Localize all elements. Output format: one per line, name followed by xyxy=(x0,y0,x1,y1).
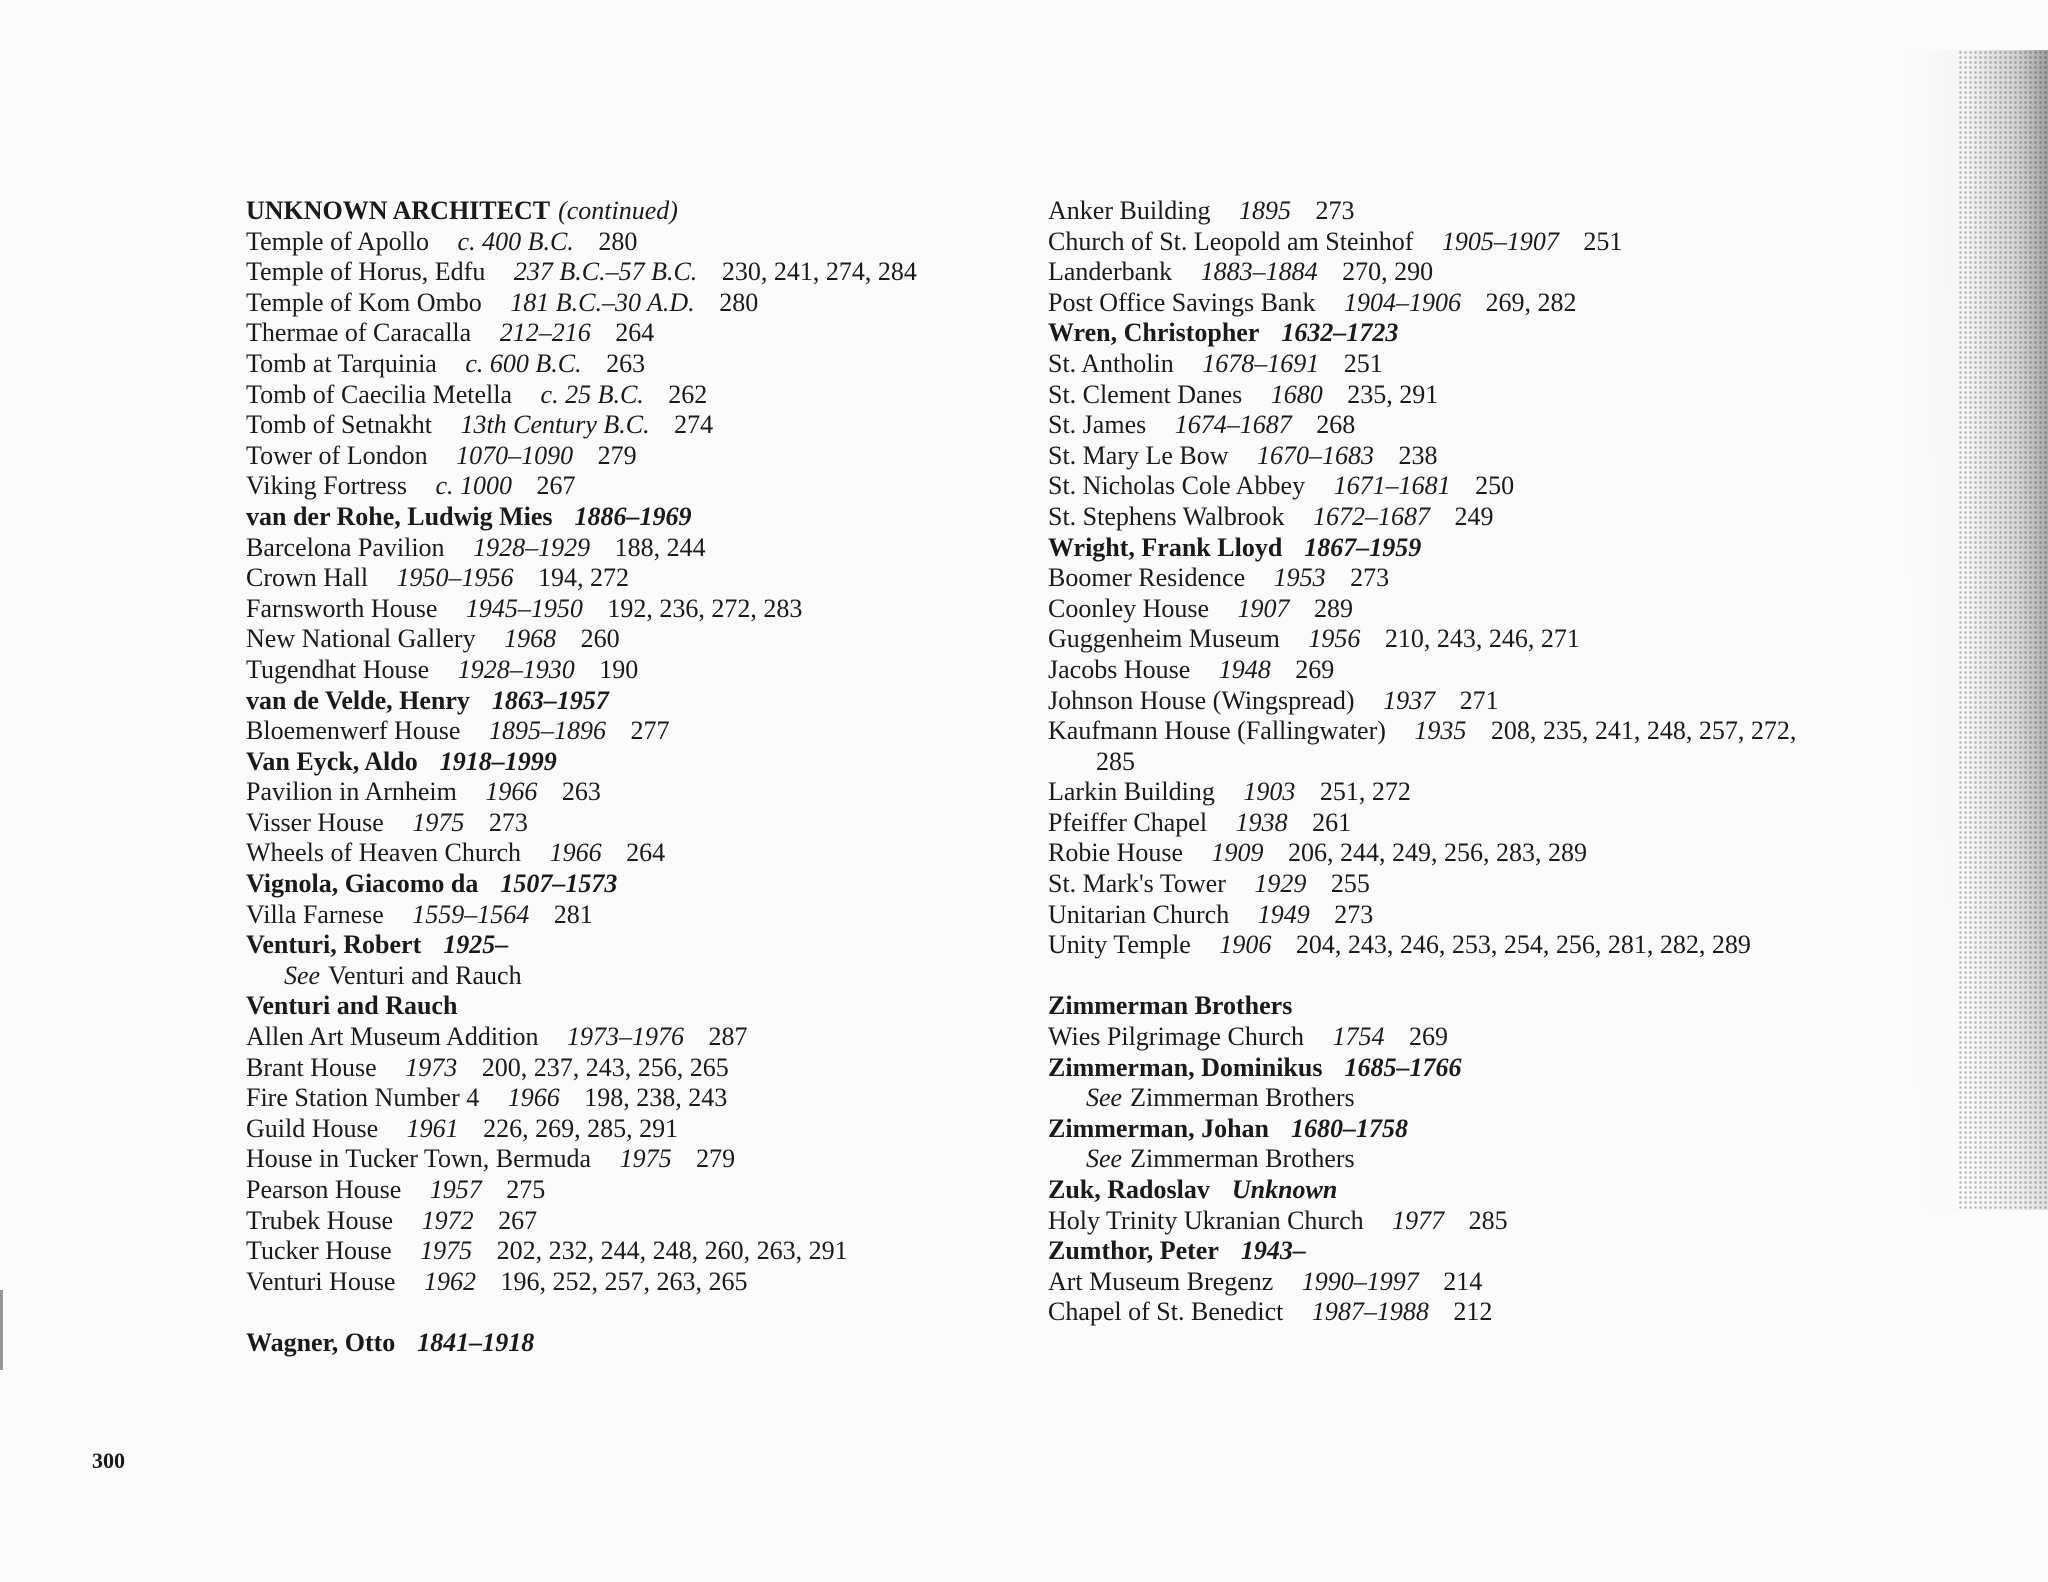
building-entry xyxy=(1048,257,1808,288)
building-name: St. Antholin xyxy=(1048,348,1174,378)
building-name: Barcelona Pavilion xyxy=(246,532,445,562)
building-entry xyxy=(1048,808,1808,839)
page-references: 200, 237, 243, 256, 265 xyxy=(481,1052,729,1082)
architect-dates: Unknown xyxy=(1231,1175,1338,1204)
page-references: 208, 235, 241, 248, 257, 272, 285 xyxy=(1096,716,1797,776)
page-references: 273 xyxy=(1315,196,1355,225)
building-date: 1987–1988 xyxy=(1311,1297,1429,1327)
see-reference xyxy=(1048,1144,1808,1175)
building-entry xyxy=(246,533,1006,564)
scan-noise-edge xyxy=(1958,50,2048,1210)
page-references: 267 xyxy=(498,1205,538,1235)
building-name: Visser House xyxy=(246,807,384,837)
architect-dates: 1925– xyxy=(443,930,509,960)
building-name: Guild House xyxy=(246,1113,379,1143)
page-references: 263 xyxy=(606,348,646,378)
architect-heading xyxy=(246,1328,1006,1359)
building-date: c. 400 B.C. xyxy=(457,226,574,256)
architect-name: Wright, Frank Lloyd xyxy=(1048,532,1283,562)
building-date: 1950–1956 xyxy=(396,563,514,593)
building-name: St. Mary Le Bow xyxy=(1048,440,1229,470)
building-date: 1670–1683 xyxy=(1257,440,1375,470)
page-references: 264 xyxy=(626,838,666,868)
page-references: 268 xyxy=(1316,410,1356,440)
page-references: 204, 243, 246, 253, 254, 256, 281, 282, 289 xyxy=(1295,930,1751,960)
building-entry xyxy=(246,1175,1006,1206)
architect-heading xyxy=(1048,533,1808,564)
building-entry xyxy=(246,318,1006,349)
building-name: Larkin Building xyxy=(1048,777,1215,807)
architect-heading xyxy=(1048,1236,1808,1267)
building-entry xyxy=(246,441,1006,472)
building-entry xyxy=(1048,349,1808,380)
building-name: Temple of Kom Ombo xyxy=(246,287,482,317)
building-entry xyxy=(246,777,1006,808)
building-name: Coonley House xyxy=(1048,593,1210,623)
building-entry xyxy=(246,1144,1006,1175)
building-date: c. 1000 xyxy=(435,471,512,501)
building-entry xyxy=(1048,410,1808,441)
building-name: Guggenheim Museum xyxy=(1048,624,1280,654)
architect-name: Zimmerman Brothers xyxy=(1048,991,1293,1021)
building-entry xyxy=(1048,900,1808,931)
building-date: 1935 xyxy=(1414,716,1467,746)
building-name: Fire Station Number 4 xyxy=(246,1083,480,1113)
building-entry xyxy=(1048,196,1808,227)
building-entry xyxy=(1048,227,1808,258)
section-spacer xyxy=(246,1297,1006,1328)
building-entry xyxy=(246,1114,1006,1145)
building-name: Bloemenwerf House xyxy=(246,716,461,746)
building-date: 1672–1687 xyxy=(1312,501,1430,531)
page-references: 271 xyxy=(1459,685,1499,715)
building-date: 1907 xyxy=(1237,593,1290,623)
architect-name: Wagner, Otto xyxy=(246,1327,396,1357)
architect-dates: 1863–1957 xyxy=(491,685,609,715)
architect-name: Zimmerman, Dominikus xyxy=(1048,1052,1323,1082)
page-references: 249 xyxy=(1454,501,1494,531)
see-reference xyxy=(246,961,1006,992)
see-target: Zimmerman Brothers xyxy=(1130,1144,1355,1174)
building-name: St. Nicholas Cole Abbey xyxy=(1048,471,1306,501)
building-name: St. Clement Danes xyxy=(1048,379,1243,409)
architect-name: Venturi and Rauch xyxy=(246,991,458,1021)
building-name: Tomb at Tarquinia xyxy=(246,348,437,378)
page-references: 210, 243, 246, 271 xyxy=(1384,624,1580,654)
architect-name: Zuk, Radoslav xyxy=(1048,1175,1210,1204)
page-references: 212 xyxy=(1453,1297,1493,1327)
building-date: 1928–1930 xyxy=(457,654,575,684)
building-date: 1953 xyxy=(1273,563,1326,593)
see-reference xyxy=(1048,1083,1808,1114)
see-label: See xyxy=(1086,1144,1123,1174)
building-date: 1956 xyxy=(1308,624,1361,654)
architect-name: van der Rohe, Ludwig Mies xyxy=(246,501,553,531)
building-name: Tomb of Setnakht xyxy=(246,410,432,440)
building-name: Pearson House xyxy=(246,1175,402,1204)
building-name: New National Gallery xyxy=(246,624,476,654)
page-references: 273 xyxy=(488,807,528,837)
building-date: 1070–1090 xyxy=(456,440,574,470)
architect-dates: 1507–1573 xyxy=(500,869,618,899)
building-name: Temple of Horus, Edfu xyxy=(246,257,486,287)
building-entry xyxy=(1048,1267,1808,1298)
page-references: 269 xyxy=(1295,654,1335,684)
see-target: Venturi and Rauch xyxy=(328,960,522,990)
architect-name: Wren, Christopher xyxy=(1048,318,1260,348)
page-references: 281 xyxy=(553,899,593,929)
building-date: 1975 xyxy=(412,807,465,837)
building-name: Anker Building xyxy=(1048,196,1211,225)
page-references: 263 xyxy=(561,777,601,807)
architect-heading xyxy=(246,686,1006,717)
building-date: 1905–1907 xyxy=(1441,226,1559,256)
building-entry xyxy=(1048,380,1808,411)
building-date: 1966 xyxy=(507,1083,560,1113)
building-date: 1961 xyxy=(406,1113,459,1143)
building-name: Wies Pilgrimage Church xyxy=(1048,1022,1305,1052)
building-entry xyxy=(1048,288,1808,319)
page-references: 255 xyxy=(1330,869,1370,899)
page-references: 226, 269, 285, 291 xyxy=(483,1113,679,1143)
page-references: 277 xyxy=(630,716,670,746)
architect-name: UNKNOWN ARCHITECT xyxy=(246,196,551,225)
section-spacer xyxy=(1048,961,1808,992)
architect-name: Zimmerman, Johan xyxy=(1048,1113,1269,1143)
page-references: 264 xyxy=(615,318,655,348)
building-date: 237 B.C.–57 B.C. xyxy=(513,257,698,287)
see-target: Zimmerman Brothers xyxy=(1130,1083,1355,1113)
building-entry xyxy=(246,563,1006,594)
building-name: Allen Art Museum Addition xyxy=(246,1022,539,1052)
building-entry xyxy=(1048,777,1808,808)
architect-heading xyxy=(246,930,1006,961)
architect-dates: 1841–1918 xyxy=(417,1327,535,1357)
building-name: Johnson House (Wingspread) xyxy=(1048,685,1355,715)
building-entry xyxy=(1048,869,1808,900)
page-references: 194, 272 xyxy=(538,563,630,593)
building-date: 1903 xyxy=(1243,777,1296,807)
building-date: 1904–1906 xyxy=(1343,287,1461,317)
page-references: 198, 238, 243 xyxy=(584,1083,728,1113)
architect-dates: 1943– xyxy=(1240,1236,1306,1266)
building-date: 1968 xyxy=(504,624,557,654)
building-name: Tower of London xyxy=(246,440,428,470)
building-date: 1966 xyxy=(549,838,602,868)
page-references: 202, 232, 244, 248, 260, 263, 291 xyxy=(496,1236,848,1266)
building-date: 1972 xyxy=(421,1205,474,1235)
building-entry xyxy=(1048,471,1808,502)
building-date: 1928–1929 xyxy=(473,532,591,562)
page-references: 206, 244, 249, 256, 283, 289 xyxy=(1288,838,1588,868)
building-entry xyxy=(1048,1022,1808,1053)
building-entry xyxy=(246,808,1006,839)
building-entry xyxy=(246,1236,1006,1267)
building-date: 181 B.C.–30 A.D. xyxy=(510,287,695,317)
architect-name: Zumthor, Peter xyxy=(1048,1236,1219,1266)
building-name: Jacobs House xyxy=(1048,654,1191,684)
building-entry xyxy=(246,1022,1006,1053)
architect-heading xyxy=(246,196,1006,227)
architect-heading xyxy=(246,991,1006,1022)
building-date: 1754 xyxy=(1332,1022,1385,1052)
building-date: 1671–1681 xyxy=(1333,471,1451,501)
page-references: 267 xyxy=(536,471,576,501)
building-date: 1945–1950 xyxy=(465,593,583,623)
architect-dates: 1685–1766 xyxy=(1344,1052,1462,1082)
building-entry xyxy=(246,594,1006,625)
index-column-left xyxy=(246,196,1006,1359)
building-entry xyxy=(246,227,1006,258)
building-name: Unity Temple xyxy=(1048,930,1191,960)
building-date: 1975 xyxy=(420,1236,473,1266)
building-name: Robie House xyxy=(1048,838,1184,868)
building-entry xyxy=(1048,441,1808,472)
architect-name: Van Eyck, Aldo xyxy=(246,746,418,776)
building-entry xyxy=(246,471,1006,502)
page-references: 261 xyxy=(1312,807,1352,837)
page-references: 238 xyxy=(1398,440,1438,470)
building-entry xyxy=(246,838,1006,869)
building-entry xyxy=(1048,655,1808,686)
page-references: 190 xyxy=(599,654,639,684)
page-references: 279 xyxy=(696,1144,736,1174)
building-date: 1674–1687 xyxy=(1174,410,1292,440)
building-entry xyxy=(1048,930,1808,961)
building-name: Temple of Apollo xyxy=(246,226,430,256)
building-date: 1895–1896 xyxy=(488,716,606,746)
building-entry xyxy=(1048,716,1808,777)
architect-heading xyxy=(1048,1175,1808,1206)
page-references: 270, 290 xyxy=(1342,257,1434,287)
page-references: 192, 236, 272, 283 xyxy=(607,593,803,623)
page-number: 300 xyxy=(92,1448,125,1473)
building-date: 212–216 xyxy=(499,318,591,348)
building-entry xyxy=(1048,1297,1808,1328)
building-date: c. 600 B.C. xyxy=(465,348,582,378)
page-references: 235, 291 xyxy=(1347,379,1439,409)
architect-heading xyxy=(246,502,1006,533)
architect-heading xyxy=(1048,991,1808,1022)
building-entry xyxy=(1048,502,1808,533)
building-entry xyxy=(246,624,1006,655)
page-references: 287 xyxy=(708,1022,748,1052)
building-date: 1895 xyxy=(1239,196,1291,225)
page-references: 285 xyxy=(1468,1205,1508,1235)
building-name: Villa Farnese xyxy=(246,899,384,929)
architect-dates: 1886–1969 xyxy=(574,501,692,531)
architect-name: Venturi, Robert xyxy=(246,930,422,960)
building-date: 1973 xyxy=(405,1052,458,1082)
building-date: 1559–1564 xyxy=(412,899,530,929)
building-entry xyxy=(246,1206,1006,1237)
page-references: 289 xyxy=(1314,593,1354,623)
building-date: 1937 xyxy=(1383,685,1436,715)
building-entry xyxy=(246,349,1006,380)
page-references: 273 xyxy=(1334,899,1374,929)
architect-dates: 1632–1723 xyxy=(1281,318,1399,348)
building-date: 1975 xyxy=(619,1144,672,1174)
building-date: 1957 xyxy=(429,1175,482,1204)
building-name: Holy Trinity Ukranian Church xyxy=(1048,1205,1364,1235)
building-name: Tucker House xyxy=(246,1236,392,1266)
architect-heading xyxy=(1048,1053,1808,1084)
building-name: Wheels of Heaven Church xyxy=(246,838,522,868)
building-entry xyxy=(246,1267,1006,1298)
building-date: 1883–1884 xyxy=(1200,257,1318,287)
architect-name: Vignola, Giacomo da xyxy=(246,869,479,899)
page-references: 280 xyxy=(598,226,638,256)
building-name: Chapel of St. Benedict xyxy=(1048,1297,1284,1327)
page-references: 274 xyxy=(674,410,714,440)
continued-note: (continued) xyxy=(558,196,678,225)
building-name: Church of St. Leopold am Steinhof xyxy=(1048,226,1414,256)
building-entry xyxy=(246,716,1006,747)
building-entry xyxy=(246,410,1006,441)
architect-dates: 1867–1959 xyxy=(1304,532,1422,562)
page-references: 251 xyxy=(1583,226,1623,256)
building-name: Tugendhat House xyxy=(246,654,430,684)
building-name: Pavilion in Arnheim xyxy=(246,777,457,807)
building-name: Trubek House xyxy=(246,1205,394,1235)
page-references: 251, 272 xyxy=(1319,777,1411,807)
building-name: St. James xyxy=(1048,410,1147,440)
page-references: 269 xyxy=(1409,1022,1449,1052)
building-date: c. 25 B.C. xyxy=(540,379,644,409)
building-entry xyxy=(246,655,1006,686)
page-references: 279 xyxy=(597,440,637,470)
page-references: 262 xyxy=(668,379,708,409)
see-label: See xyxy=(284,960,321,990)
architect-dates: 1680–1758 xyxy=(1291,1113,1408,1143)
building-entry xyxy=(1048,594,1808,625)
building-date: 1678–1691 xyxy=(1202,348,1320,378)
page-references: 250 xyxy=(1475,471,1515,501)
building-name: St. Mark's Tower xyxy=(1048,869,1226,899)
building-entry xyxy=(1048,624,1808,655)
page-references: 196, 252, 257, 263, 265 xyxy=(500,1266,748,1296)
architect-heading xyxy=(246,747,1006,778)
building-date: 1938 xyxy=(1235,807,1288,837)
building-date: 1973–1976 xyxy=(567,1022,684,1052)
building-date: 1906 xyxy=(1219,930,1272,960)
building-entry xyxy=(246,1083,1006,1114)
building-date: 1990–1997 xyxy=(1301,1266,1419,1296)
architect-heading xyxy=(1048,318,1808,349)
page-references: 188, 244 xyxy=(614,532,706,562)
building-name: Landerbank xyxy=(1048,257,1173,287)
architect-name: van de Velde, Henry xyxy=(246,685,470,715)
see-label: See xyxy=(1086,1083,1123,1113)
building-date: 1909 xyxy=(1211,838,1264,868)
architect-heading xyxy=(246,869,1006,900)
building-name: Pfeiffer Chapel xyxy=(1048,807,1208,837)
building-entry xyxy=(246,257,1006,288)
page-references: 260 xyxy=(580,624,620,654)
building-date: 1948 xyxy=(1218,654,1271,684)
page-references: 269, 282 xyxy=(1485,287,1577,317)
page-references: 251 xyxy=(1343,348,1383,378)
building-date: 1962 xyxy=(423,1266,476,1296)
building-name: Thermae of Caracalla xyxy=(246,318,472,348)
building-entry xyxy=(1048,686,1808,717)
architect-heading xyxy=(1048,1114,1808,1145)
building-entry xyxy=(246,288,1006,319)
building-name: Tomb of Caecilia Metella xyxy=(246,379,513,409)
page-references: 275 xyxy=(506,1175,546,1204)
page-references: 273 xyxy=(1350,563,1390,593)
scan-left-mark xyxy=(0,1290,3,1370)
building-date: 1977 xyxy=(1392,1205,1445,1235)
building-name: Farnsworth House xyxy=(246,593,438,623)
building-entry xyxy=(1048,838,1808,869)
architect-dates: 1918–1999 xyxy=(439,746,557,776)
building-entry xyxy=(246,900,1006,931)
building-date: 1966 xyxy=(485,777,538,807)
index-column-right xyxy=(1048,196,1808,1328)
building-date: 1680 xyxy=(1270,379,1323,409)
building-name: Viking Fortress xyxy=(246,471,407,501)
page-references: 214 xyxy=(1443,1266,1483,1296)
building-entry xyxy=(1048,1206,1808,1237)
building-entry xyxy=(246,380,1006,411)
building-name: Art Museum Bregenz xyxy=(1048,1266,1274,1296)
building-entry xyxy=(1048,563,1808,594)
building-name: St. Stephens Walbrook xyxy=(1048,501,1285,531)
building-name: House in Tucker Town, Bermuda xyxy=(246,1144,592,1174)
building-name: Post Office Savings Bank xyxy=(1048,287,1316,317)
page-references: 230, 241, 274, 284 xyxy=(721,257,917,287)
building-name: Venturi House xyxy=(246,1266,396,1296)
building-name: Boomer Residence xyxy=(1048,563,1246,593)
building-entry xyxy=(246,1053,1006,1084)
building-name: Crown Hall xyxy=(246,563,369,593)
building-name: Brant House xyxy=(246,1052,377,1082)
building-date: 1949 xyxy=(1257,899,1310,929)
building-name: Kaufmann House (Fallingwater) xyxy=(1048,716,1386,746)
page-references: 280 xyxy=(719,287,759,317)
building-name: Unitarian Church xyxy=(1048,899,1230,929)
building-date: 1929 xyxy=(1254,869,1307,899)
building-date: 13th Century B.C. xyxy=(460,410,650,440)
